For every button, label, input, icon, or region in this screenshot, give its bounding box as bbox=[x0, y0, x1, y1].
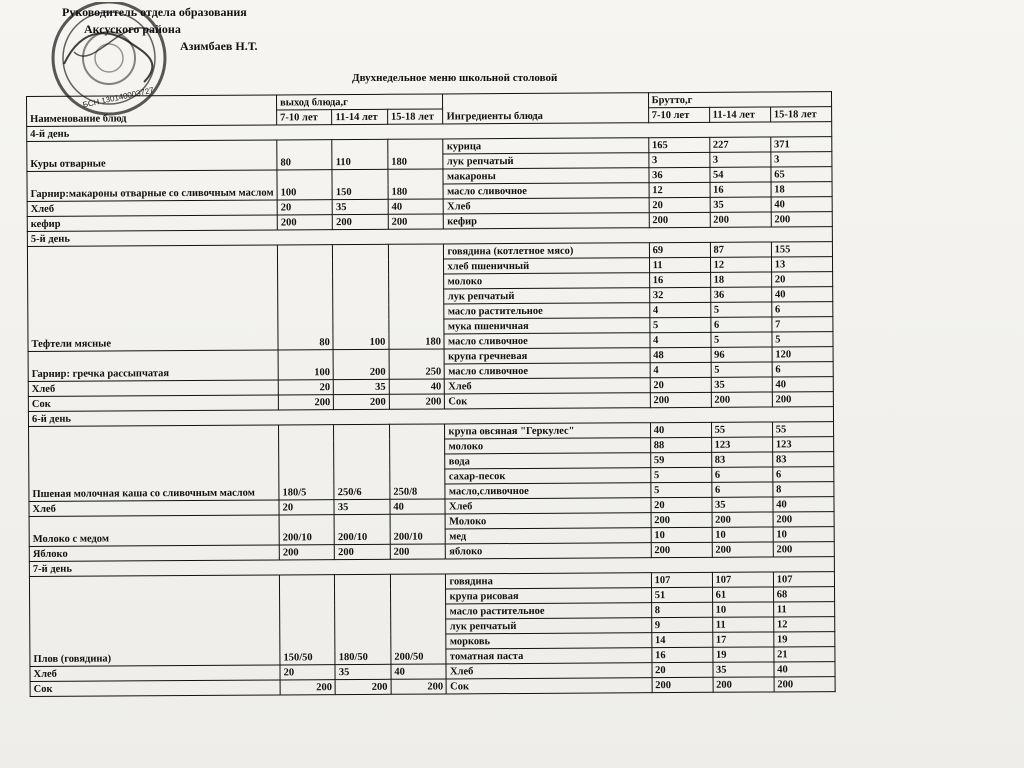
ingredient-brutto-value: 6 bbox=[772, 467, 833, 482]
ingredient-brutto-value: 11 bbox=[649, 257, 710, 272]
dish-output-value: 250/6 bbox=[334, 424, 390, 499]
dish-output-value: 100 bbox=[277, 170, 332, 200]
ingredient-brutto-value: 87 bbox=[710, 242, 771, 257]
dish-output-value: 180 bbox=[388, 244, 444, 349]
dish-output-value: 250/8 bbox=[389, 424, 445, 499]
ingredient-brutto-value: 16 bbox=[652, 647, 713, 662]
approval-block bbox=[62, 4, 258, 55]
dish-output-value: 200 bbox=[279, 545, 334, 560]
ingredient-brutto-value: 200 bbox=[651, 512, 712, 527]
ingredient-brutto-value: 20 bbox=[649, 197, 710, 212]
ingredient-brutto-value: 5 bbox=[711, 362, 772, 377]
dish-output-value: 80 bbox=[277, 140, 332, 170]
dish-output-value: 200 bbox=[280, 680, 335, 695]
dish-name: Яблоко bbox=[29, 545, 279, 562]
dish-name: Плов (говядина) bbox=[29, 575, 280, 667]
ingredient-name: крупа овсяная "Геркулес" bbox=[445, 423, 650, 439]
dish-output-value: 20 bbox=[280, 665, 335, 680]
dish-output-value: 200 bbox=[389, 394, 445, 409]
ingredient-brutto-value: 68 bbox=[773, 587, 834, 602]
column-header-brutto: Брутто,г bbox=[648, 92, 831, 108]
ingredient-brutto-value: 11 bbox=[712, 617, 773, 632]
ingredient-brutto-value: 10 bbox=[773, 527, 834, 542]
ingredient-brutto-value: 200 bbox=[710, 212, 771, 227]
ingredient-brutto-value: 120 bbox=[772, 347, 833, 362]
ingredient-brutto-value: 69 bbox=[649, 242, 710, 257]
ingredient-brutto-value: 5 bbox=[772, 332, 833, 347]
ingredient-brutto-value: 9 bbox=[651, 617, 712, 632]
ingredient-brutto-value: 6 bbox=[711, 467, 772, 482]
ingredient-name: морковь bbox=[446, 633, 651, 649]
output-age-15-18: 15-18 лет bbox=[387, 109, 443, 124]
dish-output-value: 200/10 bbox=[390, 514, 446, 544]
stamp-bin-text: БСН 130140003727 bbox=[81, 85, 155, 110]
ingredient-name: масло растительное bbox=[446, 603, 651, 619]
column-header-dish-name: Наименование блюд bbox=[27, 95, 277, 127]
ingredient-name: масло сливочное bbox=[444, 183, 649, 199]
dish-output-value: 20 bbox=[278, 380, 333, 395]
ingredient-brutto-value: 12 bbox=[710, 257, 771, 272]
ingredient-brutto-value: 35 bbox=[711, 497, 772, 512]
dish-output-value: 40 bbox=[391, 664, 447, 679]
output-age-11-14: 11-14 лет bbox=[332, 109, 388, 124]
ingredient-brutto-value: 19 bbox=[712, 647, 773, 662]
ingredient-brutto-value: 55 bbox=[711, 422, 772, 437]
ingredient-brutto-value: 35 bbox=[711, 377, 772, 392]
approval-position: Руководитель отдела образования bbox=[62, 5, 247, 19]
ingredient-name: лук репчатый bbox=[443, 153, 648, 169]
ingredient-name: Хлеб bbox=[445, 498, 650, 514]
day-label: 6-й день bbox=[28, 407, 833, 427]
ingredient-brutto-value: 5 bbox=[710, 332, 771, 347]
ingredient-brutto-value: 11 bbox=[773, 602, 834, 617]
ingredient-brutto-value: 7 bbox=[772, 317, 833, 332]
ingredient-brutto-value: 20 bbox=[650, 377, 711, 392]
day-label: 4-й день bbox=[27, 122, 832, 142]
dish-output-value: 40 bbox=[388, 199, 444, 214]
brutto-age-15-18: 15-18 лет bbox=[770, 107, 831, 122]
ingredient-brutto-value: 16 bbox=[710, 182, 771, 197]
dish-output-value: 100 bbox=[278, 350, 333, 380]
ingredient-brutto-value: 200 bbox=[772, 392, 833, 407]
ingredient-brutto-value: 40 bbox=[773, 497, 834, 512]
ingredient-brutto-value: 8 bbox=[773, 482, 834, 497]
dish-output-value: 35 bbox=[334, 499, 390, 514]
dish-output-value: 150/50 bbox=[279, 575, 335, 665]
ingredient-brutto-value: 8 bbox=[651, 602, 712, 617]
ingredient-brutto-value: 65 bbox=[771, 167, 832, 182]
ingredient-name: масло,сливочное bbox=[445, 483, 650, 499]
ingredient-brutto-value: 3 bbox=[709, 152, 770, 167]
ingredient-brutto-value: 14 bbox=[651, 632, 712, 647]
ingredient-brutto-value: 107 bbox=[712, 572, 773, 587]
ingredient-brutto-value: 123 bbox=[772, 437, 833, 452]
ingredient-brutto-value: 200 bbox=[652, 677, 713, 692]
dish-output-value: 40 bbox=[390, 499, 446, 514]
ingredient-brutto-value: 40 bbox=[774, 662, 835, 677]
ingredient-brutto-value: 6 bbox=[710, 317, 771, 332]
dish-output-value: 200 bbox=[334, 394, 390, 409]
ingredient-name: яблоко bbox=[446, 543, 651, 559]
ingredient-brutto-value: 227 bbox=[709, 137, 770, 152]
ingredient-brutto-value: 12 bbox=[649, 182, 710, 197]
ingredient-brutto-value: 107 bbox=[773, 572, 834, 587]
ingredient-brutto-value: 200 bbox=[712, 512, 773, 527]
column-header-ingredients: Ингредиенты блюда bbox=[443, 93, 648, 124]
dish-name: Хлеб bbox=[27, 200, 277, 217]
dish-output-value: 40 bbox=[389, 379, 445, 394]
ingredient-name: говядина (котлетное мясо) bbox=[444, 243, 649, 259]
ingredient-brutto-value: 36 bbox=[649, 167, 710, 182]
ingredient-brutto-value: 18 bbox=[710, 272, 771, 287]
ingredient-brutto-value: 21 bbox=[774, 647, 835, 662]
document-title: Двухнедельное меню школьной столовой bbox=[352, 72, 558, 84]
ingredient-brutto-value: 36 bbox=[710, 287, 771, 302]
dish-output-value: 100 bbox=[333, 244, 389, 349]
ingredient-brutto-value: 20 bbox=[652, 662, 713, 677]
dish-name: Молоко с медом bbox=[29, 515, 279, 547]
dish-output-value: 200 bbox=[277, 215, 332, 230]
ingredient-name: крупа рисовая bbox=[446, 588, 651, 604]
ingredient-brutto-value: 5 bbox=[650, 467, 711, 482]
ingredient-brutto-value: 200 bbox=[649, 212, 710, 227]
ingredient-name: вода bbox=[445, 453, 650, 469]
dish-name: Гарнир: гречка рассыпчатая bbox=[28, 350, 278, 382]
dish-output-value: 200 bbox=[335, 544, 391, 559]
ingredient-name: Хлеб bbox=[446, 663, 651, 679]
ingredient-brutto-value: 10 bbox=[712, 602, 773, 617]
dish-name: Гарнир:макароны отварные со сливочным маслом bbox=[27, 170, 277, 202]
dish-output-value: 35 bbox=[332, 199, 388, 214]
dish-output-value: 200/50 bbox=[390, 574, 446, 664]
ingredient-name: лук репчатый bbox=[446, 618, 651, 634]
ingredient-brutto-value: 5 bbox=[649, 317, 710, 332]
dish-name: Сок bbox=[30, 680, 280, 697]
ingredient-brutto-value: 200 bbox=[773, 542, 834, 557]
ingredient-brutto-value: 155 bbox=[771, 242, 832, 257]
ingredient-name: лук репчатый bbox=[444, 288, 649, 304]
ingredient-name: хлеб пшеничный bbox=[444, 258, 649, 274]
ingredient-brutto-value: 20 bbox=[651, 497, 712, 512]
ingredient-name: макароны bbox=[443, 168, 648, 184]
ingredient-brutto-value: 4 bbox=[649, 302, 710, 317]
ingredient-brutto-value: 40 bbox=[650, 422, 711, 437]
ingredient-brutto-value: 35 bbox=[712, 662, 773, 677]
ingredient-name: молоко bbox=[445, 438, 650, 454]
ingredient-brutto-value: 200 bbox=[713, 677, 774, 692]
dish-output-value: 200 bbox=[390, 544, 446, 559]
dish-output-value: 20 bbox=[279, 500, 334, 515]
ingredient-brutto-value: 107 bbox=[651, 572, 712, 587]
dish-output-value: 200 bbox=[333, 214, 389, 229]
dish-output-value: 180 bbox=[388, 169, 444, 199]
dish-output-value: 250 bbox=[389, 349, 445, 379]
dish-output-value: 180/50 bbox=[335, 574, 391, 664]
dish-output-value: 180/5 bbox=[279, 425, 335, 500]
ingredient-brutto-value: 200 bbox=[774, 677, 835, 692]
dish-output-value: 200 bbox=[388, 214, 444, 229]
dish-output-value: 200 bbox=[278, 395, 333, 410]
dish-name: Хлеб bbox=[28, 380, 278, 397]
ingredient-brutto-value: 20 bbox=[771, 272, 832, 287]
approval-district: Аксуского района bbox=[84, 22, 181, 36]
dish-name: Пшеная молочная каша со сливочным маслом bbox=[29, 425, 279, 502]
ingredient-brutto-value: 54 bbox=[709, 167, 770, 182]
dish-name: Сок bbox=[28, 395, 278, 412]
ingredient-name: Сок bbox=[447, 678, 652, 694]
dish-name: Хлеб bbox=[29, 500, 279, 517]
ingredient-name: сахар-песок bbox=[445, 468, 650, 484]
dish-output-value: 200/10 bbox=[334, 514, 390, 544]
ingredient-brutto-value: 5 bbox=[650, 482, 711, 497]
ingredient-brutto-value: 6 bbox=[772, 362, 833, 377]
ingredient-brutto-value: 19 bbox=[773, 632, 834, 647]
day-label: 7-й день bbox=[29, 557, 834, 577]
ingredient-name: Хлеб bbox=[444, 198, 649, 214]
ingredient-brutto-value: 40 bbox=[771, 197, 832, 212]
ingredient-brutto-value: 16 bbox=[649, 272, 710, 287]
ingredient-name: масло сливочное bbox=[445, 363, 650, 379]
ingredient-brutto-value: 200 bbox=[651, 542, 712, 557]
dish-name: Тефтели мясные bbox=[27, 245, 278, 352]
ingredient-name: Хлеб bbox=[445, 378, 650, 394]
dish-output-value: 80 bbox=[277, 245, 333, 350]
ingredient-brutto-value: 10 bbox=[651, 527, 712, 542]
dish-name: Хлеб bbox=[30, 665, 280, 682]
ingredient-brutto-value: 6 bbox=[771, 302, 832, 317]
ingredient-brutto-value: 12 bbox=[773, 617, 834, 632]
ingredient-brutto-value: 35 bbox=[710, 197, 771, 212]
ingredient-brutto-value: 61 bbox=[712, 587, 773, 602]
ingredient-brutto-value: 165 bbox=[648, 137, 709, 152]
ingredient-brutto-value: 96 bbox=[711, 347, 772, 362]
dish-output-value: 200 bbox=[335, 679, 391, 694]
ingredient-name: молоко bbox=[444, 273, 649, 289]
dish-output-value: 110 bbox=[332, 139, 388, 169]
dish-output-value: 150 bbox=[332, 169, 388, 199]
ingredient-brutto-value: 200 bbox=[773, 512, 834, 527]
dish-output-value: 35 bbox=[334, 379, 390, 394]
ingredient-brutto-value: 123 bbox=[711, 437, 772, 452]
dish-output-value: 200/10 bbox=[279, 515, 334, 545]
ingredient-name: Сок bbox=[445, 393, 650, 409]
ingredient-brutto-value: 4 bbox=[650, 332, 711, 347]
ingredient-brutto-value: 200 bbox=[771, 212, 832, 227]
dish-output-value: 35 bbox=[335, 664, 391, 679]
ingredient-brutto-value: 48 bbox=[650, 347, 711, 362]
day-label: 5-й день bbox=[27, 227, 832, 247]
ingredient-brutto-value: 40 bbox=[772, 377, 833, 392]
ingredient-name: масло сливочное bbox=[444, 333, 649, 349]
ingredient-brutto-value: 51 bbox=[651, 587, 712, 602]
ingredient-brutto-value: 88 bbox=[650, 437, 711, 452]
dish-name: кефир bbox=[27, 215, 277, 232]
ingredient-name: говядина bbox=[446, 573, 651, 589]
ingredient-brutto-value: 18 bbox=[771, 182, 832, 197]
ingredient-brutto-value: 6 bbox=[711, 482, 772, 497]
ingredient-name: мука пшеничная bbox=[444, 318, 649, 334]
dish-output-value: 180 bbox=[388, 139, 444, 169]
ingredient-brutto-value: 59 bbox=[650, 452, 711, 467]
ingredient-brutto-value: 17 bbox=[712, 632, 773, 647]
output-age-7-10: 7-10 лет bbox=[277, 110, 332, 125]
ingredient-brutto-value: 10 bbox=[712, 527, 773, 542]
ingredient-name: кефир bbox=[444, 213, 649, 229]
ingredient-brutto-value: 200 bbox=[712, 542, 773, 557]
ingredient-name: курица bbox=[443, 138, 648, 154]
ingredient-brutto-value: 200 bbox=[650, 392, 711, 407]
ingredient-name: Молоко bbox=[446, 513, 651, 529]
menu-table bbox=[26, 91, 836, 697]
dish-output-value: 20 bbox=[277, 200, 332, 215]
ingredient-brutto-value: 5 bbox=[710, 302, 771, 317]
ingredient-brutto-value: 55 bbox=[772, 422, 833, 437]
brutto-age-7-10: 7-10 лет bbox=[648, 107, 709, 122]
ingredient-brutto-value: 4 bbox=[650, 362, 711, 377]
ingredient-brutto-value: 32 bbox=[649, 287, 710, 302]
ingredient-brutto-value: 200 bbox=[711, 392, 772, 407]
dish-name: Куры отварные bbox=[27, 140, 277, 172]
ingredient-brutto-value: 3 bbox=[648, 152, 709, 167]
ingredient-name: масло растительное bbox=[444, 303, 649, 319]
approval-signatory: Азимбаев Н.Т. bbox=[180, 39, 258, 53]
ingredient-brutto-value: 40 bbox=[771, 287, 832, 302]
ingredient-brutto-value: 83 bbox=[772, 452, 833, 467]
column-header-output: выход блюда,г bbox=[277, 94, 444, 110]
dish-output-value: 200 bbox=[333, 349, 389, 379]
ingredient-name: мед bbox=[446, 528, 651, 544]
brutto-age-11-14: 11-14 лет bbox=[709, 107, 770, 122]
ingredient-name: томатная паста bbox=[446, 648, 651, 664]
ingredient-brutto-value: 83 bbox=[711, 452, 772, 467]
ingredient-brutto-value: 371 bbox=[770, 137, 831, 152]
ingredient-brutto-value: 13 bbox=[771, 257, 832, 272]
ingredient-brutto-value: 3 bbox=[771, 152, 832, 167]
ingredient-name: крупа гречневая bbox=[445, 348, 650, 364]
dish-output-value: 200 bbox=[391, 679, 447, 694]
